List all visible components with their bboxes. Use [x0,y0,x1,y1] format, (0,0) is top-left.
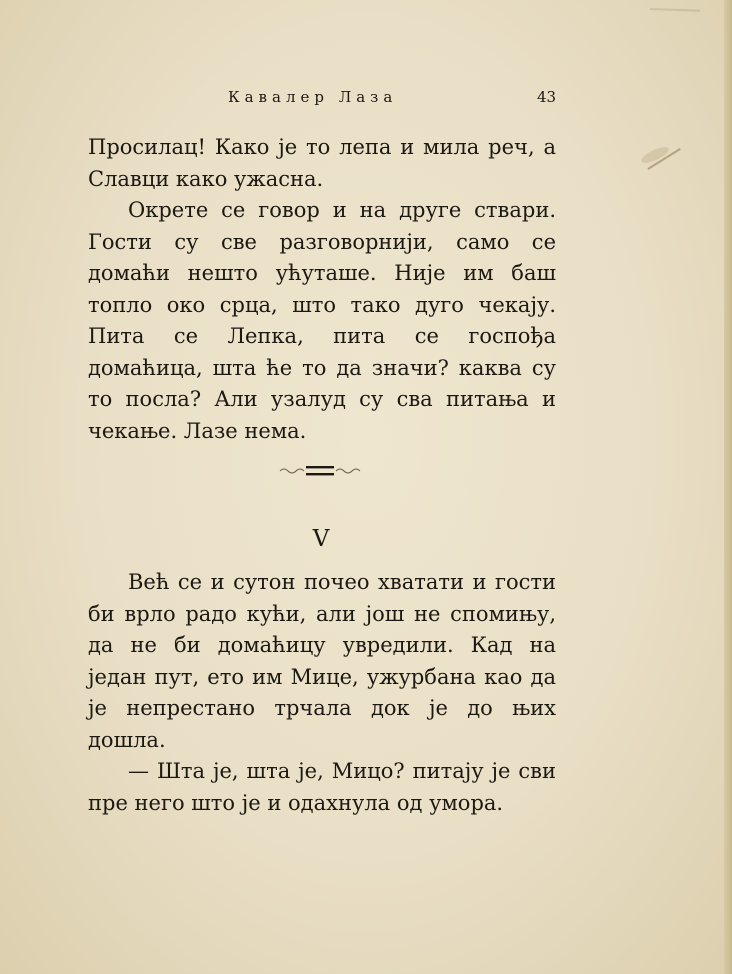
text-block-bottom [88,567,556,819]
paragraph: — Шта је, шта је, Мицо? питају је сви пре него што је и одахнула од умора. [88,759,556,815]
section-divider-ornament [278,460,368,482]
paragraph: Окрете се говор и на друге ствари. Гости су све разговорнији, само се домаћи нешто ућуташе. Није им баш топло око срца, што тако дуго чекају. Пита се Лепка, пита се госпођа домаћица, шта ће то да значи? каква су то посла? Али узалуд су сва питања и чекање. Лазе нема. [88,198,556,443]
running-title: Кавалер Лаза [228,88,398,106]
paragraph: Већ се и сутон почео хватати и гости би врло радо кући, али још не спомињу, да не би домаћицу увредили. Кад на један пут, ето им Мице, ужурбана као да је непрестано трчала док је до њих дошла. [88,570,556,752]
page-edge-shadow [724,0,732,974]
paragraph: Просилац! Како је то лепа и мила реч, а Славци како ужасна. [88,135,556,191]
page-header [0,88,732,112]
chapter-numeral: V [312,526,330,552]
page-number: 43 [537,88,557,106]
text-block-top [88,132,556,447]
pencil-mark [650,8,700,12]
